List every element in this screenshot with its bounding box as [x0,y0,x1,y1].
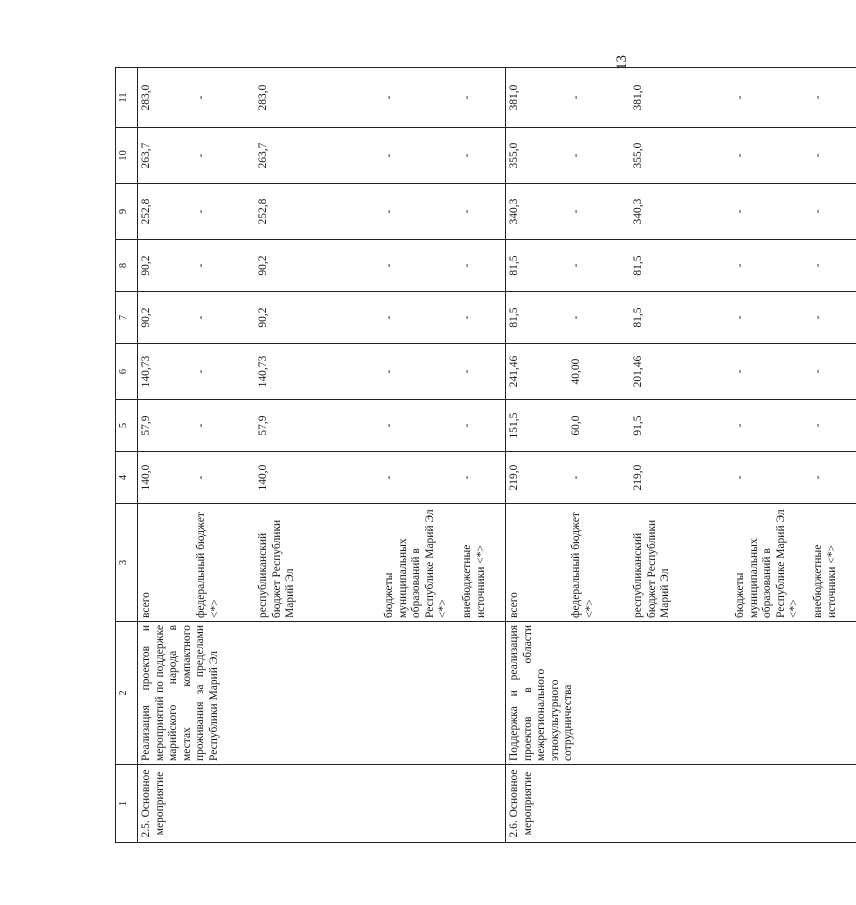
value-cell: - [381,400,459,452]
page-number: 13 [614,55,630,70]
value-cell: - [810,68,856,128]
funding-source: бюджеты муниципальных образований в Республике Марий Эл <*> [381,504,459,622]
value-cell: 219,0 [506,452,569,504]
value-cell: - [381,344,459,400]
value-cell: - [459,240,506,292]
value-cell: - [732,240,810,292]
value-cell: - [568,184,630,240]
funding-source: бюджеты муниципальных образований в Республике Марий Эл <*> [732,504,810,622]
value-cell: 81,5 [630,240,732,292]
value-cell: - [732,452,810,504]
value-cell: 151,5 [506,400,569,452]
value-cell: 340,3 [506,184,569,240]
value-cell: - [193,68,255,128]
measure-name: Реализация проектов и мероприятий по поддержке марийского народа в местах компактного проживания за пределами Республики Марий Эл [138,622,506,765]
table-row [138,68,194,843]
value-cell: - [459,128,506,184]
value-cell: - [459,400,506,452]
value-cell: - [732,292,810,344]
column-header: 6 [116,344,138,400]
column-header: 2 [116,622,138,765]
column-header: 4 [116,452,138,504]
value-cell: - [459,344,506,400]
value-cell: - [459,68,506,128]
value-cell: 140,73 [138,344,194,400]
value-cell: 140,0 [138,452,194,504]
value-cell: 91,5 [630,400,732,452]
column-header: 10 [116,128,138,184]
column-header: 9 [116,184,138,240]
value-cell: - [810,240,856,292]
value-cell: - [193,452,255,504]
value-cell: - [568,292,630,344]
value-cell: 81,5 [506,292,569,344]
value-cell: 263,7 [255,128,381,184]
value-cell: 201,46 [630,344,732,400]
value-cell: - [810,400,856,452]
value-cell: - [381,292,459,344]
column-header: 7 [116,292,138,344]
budget-table-rotated [115,68,838,843]
funding-source: всего [138,504,194,622]
value-cell: - [732,344,810,400]
value-cell: 90,2 [255,240,381,292]
value-cell: - [381,184,459,240]
value-cell: - [810,452,856,504]
value-cell: 60,0 [568,400,630,452]
value-cell: 252,8 [255,184,381,240]
measure-name: Поддержка и реализация проектов в области межрегионального этнокультурного сотрудничества [506,622,856,765]
value-cell: - [732,400,810,452]
value-cell: 140,73 [255,344,381,400]
value-cell: 340,3 [630,184,732,240]
value-cell: - [193,400,255,452]
section-number: 2.5. Основное мероприятие [138,765,506,843]
value-cell: - [381,452,459,504]
value-cell: 241,46 [506,344,569,400]
value-cell: 252,8 [138,184,194,240]
value-cell: - [381,240,459,292]
value-cell: 283,0 [255,68,381,128]
value-cell: - [193,128,255,184]
funding-source: внебюджетные источники <*> [459,504,506,622]
column-header: 3 [116,504,138,622]
section-number: 2.6. Основное мероприятие [506,765,856,843]
value-cell: - [568,240,630,292]
funding-source: всего [506,504,569,622]
value-cell: 81,5 [630,292,732,344]
value-cell: - [732,128,810,184]
column-header: 11 [116,68,138,128]
value-cell: - [193,184,255,240]
value-cell: 219,0 [630,452,732,504]
value-cell: 355,0 [506,128,569,184]
value-cell: - [459,184,506,240]
value-cell: - [568,452,630,504]
value-cell: 40,00 [568,344,630,400]
value-cell: 90,2 [138,240,194,292]
column-header: 1 [116,765,138,843]
value-cell: - [459,292,506,344]
funding-source: федеральный бюджет <*> [568,504,630,622]
value-cell: 381,0 [630,68,732,128]
value-cell: - [568,68,630,128]
value-cell: - [193,344,255,400]
value-cell: - [810,128,856,184]
value-cell: 283,0 [138,68,194,128]
value-cell: - [381,128,459,184]
value-cell: 381,0 [506,68,569,128]
value-cell: 81,5 [506,240,569,292]
funding-source: внебюджетные источники <*> [810,504,856,622]
funding-source: федеральный бюджет <*> [193,504,255,622]
column-number-row [116,68,138,843]
value-cell: 140,0 [255,452,381,504]
value-cell: 57,9 [255,400,381,452]
value-cell: - [381,68,459,128]
value-cell: 57,9 [138,400,194,452]
value-cell: - [193,240,255,292]
value-cell: 90,2 [255,292,381,344]
column-header: 8 [116,240,138,292]
budget-table [115,67,856,843]
value-cell: - [459,452,506,504]
value-cell: - [810,184,856,240]
value-cell: 90,2 [138,292,194,344]
value-cell: - [193,292,255,344]
column-header: 5 [116,400,138,452]
value-cell: - [568,128,630,184]
funding-source: республиканский бюджет Республики Марий Эл [630,504,732,622]
value-cell: 263,7 [138,128,194,184]
value-cell: - [732,184,810,240]
value-cell: 355,0 [630,128,732,184]
value-cell: - [810,344,856,400]
value-cell: - [810,292,856,344]
value-cell: - [732,68,810,128]
funding-source: республиканский бюджет Республики Марий Эл [255,504,381,622]
table-row [506,68,569,843]
